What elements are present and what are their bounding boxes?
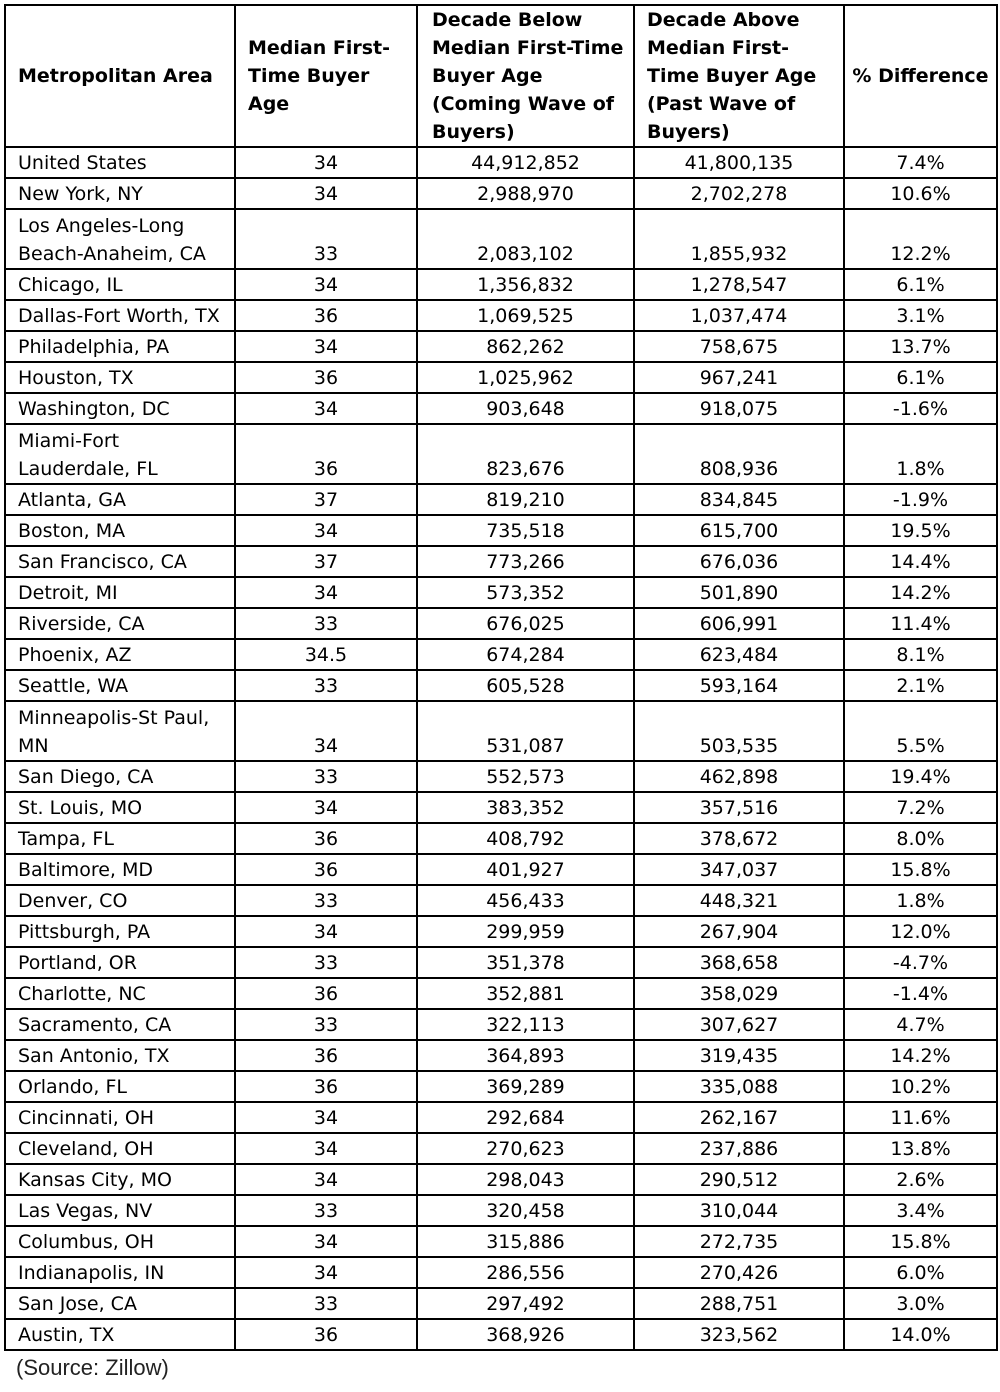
cell-decade-above: 347,037 xyxy=(634,854,844,885)
cell-percent-difference: 8.1% xyxy=(844,639,997,670)
cell-metropolitan-area: Baltimore, MD xyxy=(5,854,235,885)
table-row xyxy=(5,916,997,947)
cell-decade-below: 320,458 xyxy=(417,1195,634,1226)
cell-median-age: 37 xyxy=(235,546,417,577)
cell-decade-below: 903,648 xyxy=(417,393,634,424)
cell-median-age: 34 xyxy=(235,577,417,608)
cell-decade-below: 531,087 xyxy=(417,701,634,761)
cell-percent-difference: -1.6% xyxy=(844,393,997,424)
cell-metropolitan-area: San Jose, CA xyxy=(5,1288,235,1319)
cell-decade-below: 773,266 xyxy=(417,546,634,577)
cell-metropolitan-area: Miami-Fort Lauderdale, FL xyxy=(5,424,235,484)
cell-percent-difference: 11.6% xyxy=(844,1102,997,1133)
cell-decade-below: 1,025,962 xyxy=(417,362,634,393)
cell-median-age: 37 xyxy=(235,484,417,515)
table-row xyxy=(5,1195,997,1226)
cell-metropolitan-area: Dallas-Fort Worth, TX xyxy=(5,300,235,331)
table-row xyxy=(5,947,997,978)
header-percent-difference: % Difference xyxy=(844,5,997,147)
cell-metropolitan-area: San Antonio, TX xyxy=(5,1040,235,1071)
table-row xyxy=(5,1164,997,1195)
cell-percent-difference: 14.0% xyxy=(844,1319,997,1350)
table-row xyxy=(5,1102,997,1133)
cell-decade-above: 368,658 xyxy=(634,947,844,978)
cell-metropolitan-area: Charlotte, NC xyxy=(5,978,235,1009)
cell-decade-below: 322,113 xyxy=(417,1009,634,1040)
cell-decade-below: 369,289 xyxy=(417,1071,634,1102)
cell-decade-above: 41,800,135 xyxy=(634,147,844,178)
cell-metropolitan-area: United States xyxy=(5,147,235,178)
cell-median-age: 36 xyxy=(235,1040,417,1071)
header-row xyxy=(5,5,997,147)
cell-median-age: 36 xyxy=(235,424,417,484)
cell-decade-below: 819,210 xyxy=(417,484,634,515)
table-row xyxy=(5,484,997,515)
cell-median-age: 34 xyxy=(235,916,417,947)
cell-metropolitan-area: Washington, DC xyxy=(5,393,235,424)
header-median-age: Median First-Time Buyer Age xyxy=(235,5,417,147)
cell-percent-difference: 2.1% xyxy=(844,670,997,701)
table-row xyxy=(5,792,997,823)
cell-decade-above: 967,241 xyxy=(634,362,844,393)
cell-median-age: 36 xyxy=(235,823,417,854)
table-row xyxy=(5,362,997,393)
cell-decade-above: 623,484 xyxy=(634,639,844,670)
cell-decade-above: 808,936 xyxy=(634,424,844,484)
cell-metropolitan-area: Portland, OR xyxy=(5,947,235,978)
cell-decade-above: 358,029 xyxy=(634,978,844,1009)
cell-decade-below: 270,623 xyxy=(417,1133,634,1164)
cell-percent-difference: 3.0% xyxy=(844,1288,997,1319)
cell-median-age: 33 xyxy=(235,1009,417,1040)
cell-decade-above: 357,516 xyxy=(634,792,844,823)
cell-median-age: 34 xyxy=(235,792,417,823)
cell-decade-below: 735,518 xyxy=(417,515,634,546)
cell-metropolitan-area: Cincinnati, OH xyxy=(5,1102,235,1133)
cell-percent-difference: 10.2% xyxy=(844,1071,997,1102)
cell-decade-above: 606,991 xyxy=(634,608,844,639)
cell-median-age: 34 xyxy=(235,1164,417,1195)
cell-decade-above: 307,627 xyxy=(634,1009,844,1040)
cell-decade-below: 299,959 xyxy=(417,916,634,947)
cell-decade-above: 462,898 xyxy=(634,761,844,792)
cell-decade-above: 593,164 xyxy=(634,670,844,701)
table-row xyxy=(5,209,997,269)
cell-median-age: 33 xyxy=(235,1288,417,1319)
cell-metropolitan-area: Pittsburgh, PA xyxy=(5,916,235,947)
cell-metropolitan-area: Boston, MA xyxy=(5,515,235,546)
cell-decade-above: 288,751 xyxy=(634,1288,844,1319)
cell-metropolitan-area: Austin, TX xyxy=(5,1319,235,1350)
table-row xyxy=(5,1226,997,1257)
cell-median-age: 34 xyxy=(235,147,417,178)
cell-decade-below: 297,492 xyxy=(417,1288,634,1319)
cell-percent-difference: 1.8% xyxy=(844,424,997,484)
cell-metropolitan-area: Sacramento, CA xyxy=(5,1009,235,1040)
cell-decade-above: 1,855,932 xyxy=(634,209,844,269)
table-row xyxy=(5,331,997,362)
header-metropolitan-area: Metropolitan Area xyxy=(5,5,235,147)
cell-decade-above: 448,321 xyxy=(634,885,844,916)
cell-decade-below: 44,912,852 xyxy=(417,147,634,178)
cell-median-age: 34 xyxy=(235,393,417,424)
cell-percent-difference: 14.4% xyxy=(844,546,997,577)
table-row xyxy=(5,885,997,916)
cell-percent-difference: 13.7% xyxy=(844,331,997,362)
cell-decade-above: 310,044 xyxy=(634,1195,844,1226)
table-row xyxy=(5,269,997,300)
cell-metropolitan-area: Houston, TX xyxy=(5,362,235,393)
cell-percent-difference: 2.6% xyxy=(844,1164,997,1195)
cell-percent-difference: 14.2% xyxy=(844,1040,997,1071)
cell-decade-below: 352,881 xyxy=(417,978,634,1009)
cell-median-age: 33 xyxy=(235,608,417,639)
table-row xyxy=(5,1288,997,1319)
cell-percent-difference: 6.1% xyxy=(844,269,997,300)
cell-metropolitan-area: Minneapolis-St Paul, MN xyxy=(5,701,235,761)
table-row xyxy=(5,424,997,484)
cell-percent-difference: 10.6% xyxy=(844,178,997,209)
cell-percent-difference: 3.1% xyxy=(844,300,997,331)
cell-metropolitan-area: Indianapolis, IN xyxy=(5,1257,235,1288)
cell-decade-above: 2,702,278 xyxy=(634,178,844,209)
cell-decade-above: 335,088 xyxy=(634,1071,844,1102)
cell-metropolitan-area: Tampa, FL xyxy=(5,823,235,854)
cell-decade-above: 676,036 xyxy=(634,546,844,577)
cell-decade-above: 758,675 xyxy=(634,331,844,362)
cell-decade-above: 834,845 xyxy=(634,484,844,515)
table-row xyxy=(5,1040,997,1071)
table-row xyxy=(5,608,997,639)
cell-median-age: 34 xyxy=(235,1257,417,1288)
cell-metropolitan-area: St. Louis, MO xyxy=(5,792,235,823)
cell-metropolitan-area: Detroit, MI xyxy=(5,577,235,608)
cell-decade-below: 676,025 xyxy=(417,608,634,639)
header-decade-below: Decade Below Median First-Time Buyer Age (Coming Wave of Buyers) xyxy=(417,5,634,147)
cell-metropolitan-area: Los Angeles-Long Beach-Anaheim, CA xyxy=(5,209,235,269)
cell-decade-below: 315,886 xyxy=(417,1226,634,1257)
cell-median-age: 33 xyxy=(235,761,417,792)
cell-decade-below: 2,083,102 xyxy=(417,209,634,269)
cell-decade-above: 237,886 xyxy=(634,1133,844,1164)
cell-percent-difference: 8.0% xyxy=(844,823,997,854)
cell-median-age: 33 xyxy=(235,670,417,701)
cell-percent-difference: 19.4% xyxy=(844,761,997,792)
source-note: (Source: Zillow) xyxy=(16,1355,169,1380)
cell-decade-below: 408,792 xyxy=(417,823,634,854)
cell-percent-difference: 12.2% xyxy=(844,209,997,269)
table-row xyxy=(5,577,997,608)
cell-median-age: 34.5 xyxy=(235,639,417,670)
cell-metropolitan-area: Seattle, WA xyxy=(5,670,235,701)
cell-metropolitan-area: Philadelphia, PA xyxy=(5,331,235,362)
cell-decade-below: 364,893 xyxy=(417,1040,634,1071)
table-row xyxy=(5,854,997,885)
cell-metropolitan-area: Riverside, CA xyxy=(5,608,235,639)
table-row xyxy=(5,515,997,546)
cell-metropolitan-area: Columbus, OH xyxy=(5,1226,235,1257)
cell-decade-above: 323,562 xyxy=(634,1319,844,1350)
header-decade-above: Decade Above Median First-Time Buyer Age (Past Wave of Buyers) xyxy=(634,5,844,147)
cell-decade-below: 286,556 xyxy=(417,1257,634,1288)
cell-decade-below: 823,676 xyxy=(417,424,634,484)
cell-percent-difference: 13.8% xyxy=(844,1133,997,1164)
cell-decade-above: 267,904 xyxy=(634,916,844,947)
cell-percent-difference: 3.4% xyxy=(844,1195,997,1226)
cell-decade-above: 918,075 xyxy=(634,393,844,424)
cell-decade-below: 862,262 xyxy=(417,331,634,362)
cell-median-age: 34 xyxy=(235,515,417,546)
table-row xyxy=(5,1319,997,1350)
cell-median-age: 34 xyxy=(235,1102,417,1133)
cell-percent-difference: 4.7% xyxy=(844,1009,997,1040)
cell-median-age: 34 xyxy=(235,331,417,362)
cell-median-age: 33 xyxy=(235,209,417,269)
cell-percent-difference: -1.9% xyxy=(844,484,997,515)
cell-decade-below: 674,284 xyxy=(417,639,634,670)
cell-percent-difference: 6.1% xyxy=(844,362,997,393)
cell-median-age: 34 xyxy=(235,178,417,209)
cell-metropolitan-area: San Francisco, CA xyxy=(5,546,235,577)
cell-median-age: 36 xyxy=(235,978,417,1009)
cell-decade-above: 262,167 xyxy=(634,1102,844,1133)
cell-decade-above: 503,535 xyxy=(634,701,844,761)
cell-percent-difference: -1.4% xyxy=(844,978,997,1009)
table-row xyxy=(5,1133,997,1164)
cell-median-age: 36 xyxy=(235,1319,417,1350)
cell-decade-below: 368,926 xyxy=(417,1319,634,1350)
cell-percent-difference: 15.8% xyxy=(844,1226,997,1257)
cell-decade-below: 1,069,525 xyxy=(417,300,634,331)
cell-median-age: 36 xyxy=(235,300,417,331)
cell-decade-above: 501,890 xyxy=(634,577,844,608)
cell-decade-below: 298,043 xyxy=(417,1164,634,1195)
cell-median-age: 34 xyxy=(235,701,417,761)
cell-median-age: 36 xyxy=(235,854,417,885)
cell-decade-above: 1,037,474 xyxy=(634,300,844,331)
cell-decade-below: 573,352 xyxy=(417,577,634,608)
table-row xyxy=(5,823,997,854)
cell-decade-below: 605,528 xyxy=(417,670,634,701)
table-row xyxy=(5,147,997,178)
cell-percent-difference: 7.2% xyxy=(844,792,997,823)
table-row xyxy=(5,761,997,792)
cell-metropolitan-area: Chicago, IL xyxy=(5,269,235,300)
cell-metropolitan-area: Kansas City, MO xyxy=(5,1164,235,1195)
table-row xyxy=(5,300,997,331)
cell-metropolitan-area: Atlanta, GA xyxy=(5,484,235,515)
table-body xyxy=(5,147,997,1350)
table-row xyxy=(5,701,997,761)
cell-decade-above: 290,512 xyxy=(634,1164,844,1195)
table-row xyxy=(5,1009,997,1040)
cell-decade-above: 1,278,547 xyxy=(634,269,844,300)
first-time-buyer-table xyxy=(4,4,998,1351)
cell-percent-difference: 14.2% xyxy=(844,577,997,608)
cell-decade-below: 383,352 xyxy=(417,792,634,823)
cell-decade-below: 1,356,832 xyxy=(417,269,634,300)
cell-decade-below: 351,378 xyxy=(417,947,634,978)
cell-percent-difference: 15.8% xyxy=(844,854,997,885)
table-row xyxy=(5,393,997,424)
table-row xyxy=(5,178,997,209)
table-row xyxy=(5,1257,997,1288)
cell-metropolitan-area: Orlando, FL xyxy=(5,1071,235,1102)
cell-percent-difference: 11.4% xyxy=(844,608,997,639)
table-row xyxy=(5,546,997,577)
cell-decade-below: 2,988,970 xyxy=(417,178,634,209)
cell-decade-above: 378,672 xyxy=(634,823,844,854)
cell-metropolitan-area: Denver, CO xyxy=(5,885,235,916)
cell-percent-difference: 5.5% xyxy=(844,701,997,761)
cell-decade-below: 552,573 xyxy=(417,761,634,792)
cell-decade-below: 456,433 xyxy=(417,885,634,916)
cell-decade-above: 270,426 xyxy=(634,1257,844,1288)
cell-median-age: 36 xyxy=(235,362,417,393)
cell-metropolitan-area: Las Vegas, NV xyxy=(5,1195,235,1226)
cell-decade-below: 401,927 xyxy=(417,854,634,885)
cell-metropolitan-area: New York, NY xyxy=(5,178,235,209)
cell-decade-above: 272,735 xyxy=(634,1226,844,1257)
cell-metropolitan-area: Cleveland, OH xyxy=(5,1133,235,1164)
table-row xyxy=(5,639,997,670)
cell-median-age: 34 xyxy=(235,1226,417,1257)
cell-metropolitan-area: San Diego, CA xyxy=(5,761,235,792)
cell-median-age: 33 xyxy=(235,885,417,916)
table-row xyxy=(5,978,997,1009)
table-row xyxy=(5,670,997,701)
cell-percent-difference: 1.8% xyxy=(844,885,997,916)
cell-median-age: 34 xyxy=(235,269,417,300)
cell-median-age: 36 xyxy=(235,1071,417,1102)
table-row xyxy=(5,1071,997,1102)
cell-percent-difference: 12.0% xyxy=(844,916,997,947)
cell-metropolitan-area: Phoenix, AZ xyxy=(5,639,235,670)
cell-decade-below: 292,684 xyxy=(417,1102,634,1133)
cell-percent-difference: 19.5% xyxy=(844,515,997,546)
cell-percent-difference: -4.7% xyxy=(844,947,997,978)
cell-percent-difference: 7.4% xyxy=(844,147,997,178)
cell-percent-difference: 6.0% xyxy=(844,1257,997,1288)
cell-decade-above: 319,435 xyxy=(634,1040,844,1071)
cell-median-age: 33 xyxy=(235,947,417,978)
cell-median-age: 34 xyxy=(235,1133,417,1164)
cell-decade-above: 615,700 xyxy=(634,515,844,546)
cell-median-age: 33 xyxy=(235,1195,417,1226)
